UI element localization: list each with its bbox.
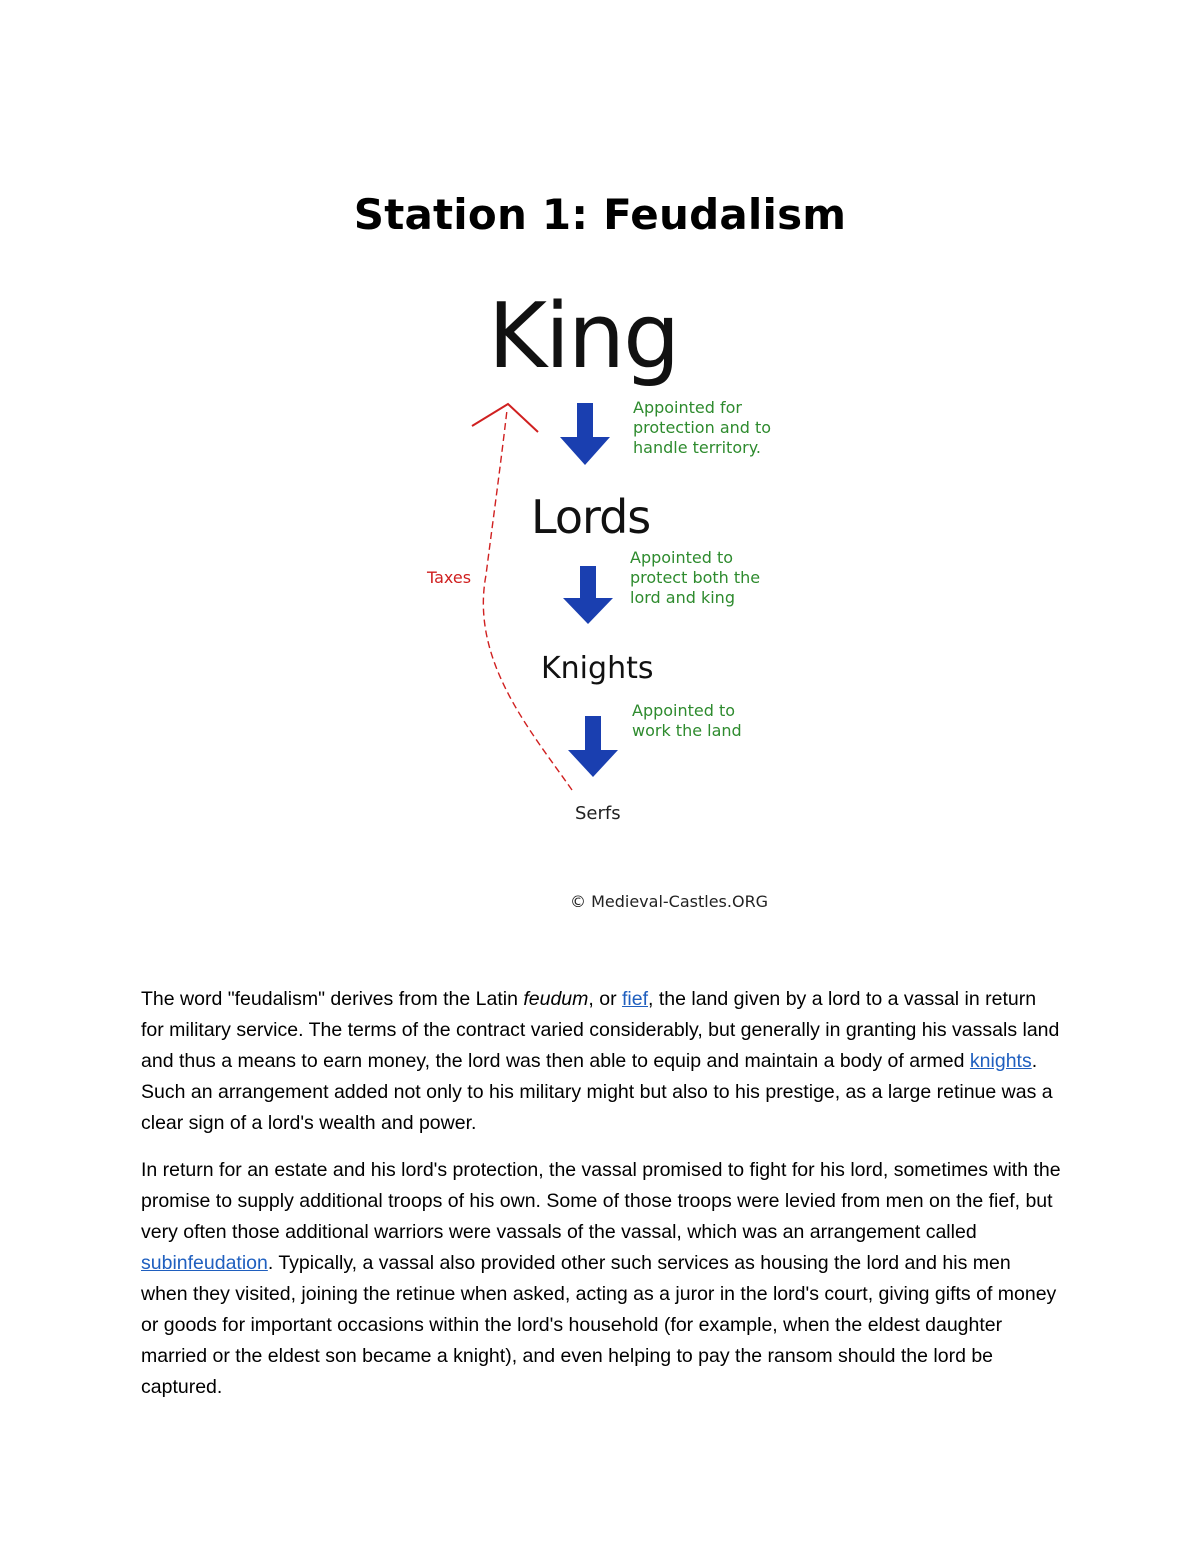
link-fief[interactable]: fief (622, 988, 649, 1010)
paragraph-2 (141, 1155, 1061, 1403)
taxes-label: Taxes (427, 568, 472, 587)
note-lords-to-knights: Appointed to protect both the lord and king (630, 548, 761, 607)
arrow-king-to-lords (560, 403, 610, 465)
p2-text-2: . Typically, a vassal also provided other such services as housing the lord and his men when they visited, joining the retinue when asked, acting as a juror in the lord's court, giving gifts of money or goods for important occasions within the lord's household (for example, when the eldest daughter married or the eldest son became a knight), and even helping to pay the ransom should the lord be captured. (141, 1252, 1057, 1398)
taxes-arrow (472, 404, 572, 790)
link-subinfeudation[interactable]: subinfeudation (141, 1252, 268, 1274)
p1-text-3: , the land given by a lord to a vassal in return for military service. The terms of the contract varied considerably, but generally in granting his vassals land and thus a means to earn money, the lord was then able to equip and maintain a body of armed (141, 988, 1060, 1072)
node-king: King (488, 284, 679, 389)
p2-text-1: In return for an estate and his lord's protection, the vassal promised to fight for his lord, sometimes with the promise to supply additional troops of his own. Some of those troops were levied from men on the fief, but very often those additional warriors were vassals of the vassal, which was an arrangement called (141, 1159, 1061, 1243)
node-serfs: Serfs (575, 803, 621, 824)
arrow-knights-to-serfs (568, 716, 618, 777)
note-king-to-lords: Appointed for protection and to handle territory. (633, 398, 772, 457)
p1-text-1: The word "feudalism" derives from the Latin (141, 988, 524, 1010)
link-knights[interactable]: knights (969, 1050, 1032, 1072)
p1-text-2: , or (588, 988, 622, 1010)
p1-italic-feudum: feudum (523, 988, 589, 1010)
page-title: Station 1: Feudalism (353, 190, 847, 239)
body-text (141, 984, 1061, 1419)
node-lords: Lords (531, 490, 651, 544)
arrow-lords-to-knights (563, 566, 613, 624)
node-knights: Knights (541, 651, 654, 686)
note-knights-to-serfs: Appointed to work the land (632, 701, 742, 740)
paragraph-1 (141, 984, 1061, 1139)
image-credit: © Medieval-Castles.ORG (570, 892, 769, 911)
p1-text-4: . Such an arrangement added not only to his military might but also to his prestige, as a large retinue was a clear sign of a lord's wealth and power. (141, 1050, 1053, 1134)
